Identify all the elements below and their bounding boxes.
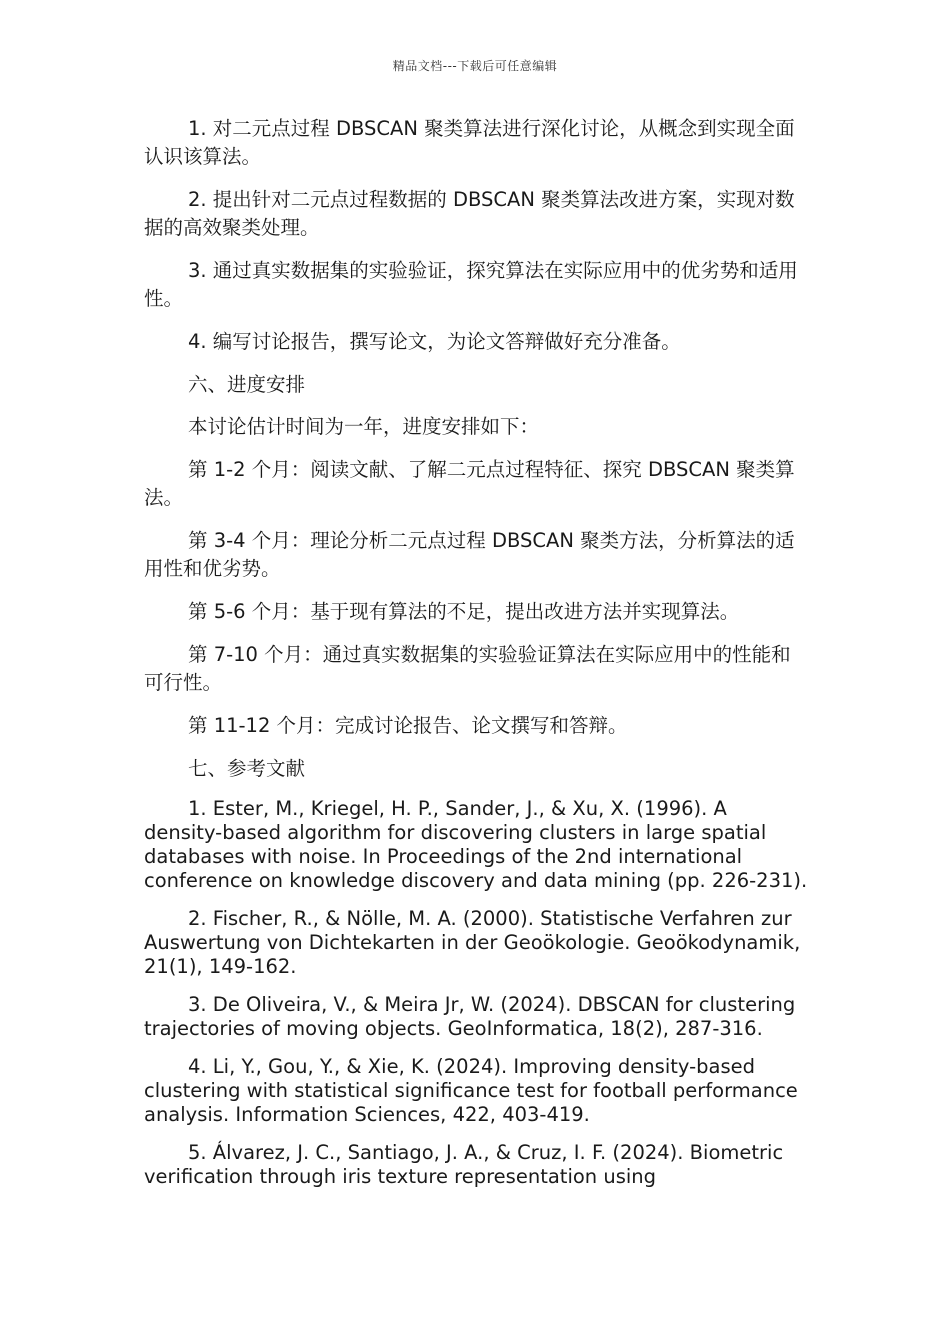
reference-item: 4. Li, Y., Gou, Y., & Xie, K. (2024). Improving density-based clustering with statistical significance test for football performance analysis. Information Sciences, 422, 403-419. xyxy=(144,1055,798,1126)
objective-item: 4. 编写讨论报告，撰写论文，为论文答辩做好充分准备。 xyxy=(188,330,681,353)
schedule-item: 第 3-4 个月：理论分析二元点过程 DBSCAN 聚类方法，分析算法的适用性和优劣势。 xyxy=(144,529,795,580)
objective-item: 3. 通过真实数据集的实验验证，探究算法在实际应用中的优劣势和适用性。 xyxy=(144,259,798,310)
schedule-item: 第 7-10 个月：通过真实数据集的实验验证算法在实际应用中的性能和可行性。 xyxy=(144,643,791,694)
reference-item: 3. De Oliveira, V., & Meira Jr, W. (2024). DBSCAN for clustering trajectories of moving objects. GeoInformatica, 18(2), 287-316. xyxy=(144,993,796,1040)
schedule-item: 第 1-2 个月：阅读文献、了解二元点过程特征、探究 DBSCAN 聚类算法。 xyxy=(144,458,795,509)
objective-item: 2. 提出针对二元点过程数据的 DBSCAN 聚类算法改进方案，实现对数据的高效聚类处理。 xyxy=(144,188,795,239)
document-body xyxy=(144,115,810,1203)
references-heading: 七、参考文献 xyxy=(188,757,306,780)
reference-list xyxy=(144,797,810,1189)
schedule-item: 第 5-6 个月：基于现有算法的不足，提出改进方法并实现算法。 xyxy=(188,600,740,623)
schedule-intro: 本讨论估计时间为一年，进度安排如下： xyxy=(188,415,540,438)
objective-item: 1. 对二元点过程 DBSCAN 聚类算法进行深化讨论，从概念到实现全面认识该算法。 xyxy=(144,117,795,168)
reference-item: 2. Fischer, R., & Nölle, M. A. (2000). Statistische Verfahren zur Auswertung von Dichtekarten in der Geoökologie. Geoökodynamik, 21(1), 149-162. xyxy=(144,907,801,978)
page-header: 精品文档---下载后可任意编辑 xyxy=(392,59,558,73)
reference-item: 5. Álvarez, J. C., Santiago, J. A., & Cruz, I. F. (2024). Biometric verification through iris texture representation using xyxy=(144,1141,784,1188)
schedule-heading: 六、进度安排 xyxy=(188,373,306,396)
schedule-item: 第 11-12 个月：完成讨论报告、论文撰写和答辩。 xyxy=(188,714,628,737)
reference-item: 1. Ester, M., Kriegel, H. P., Sander, J., & Xu, X. (1996). A density-based algorithm for discovering clusters in large spatial databases with noise. In Proceedings of the 2nd international conference on knowledge discovery and data mining (pp. 226-231). xyxy=(144,797,808,892)
